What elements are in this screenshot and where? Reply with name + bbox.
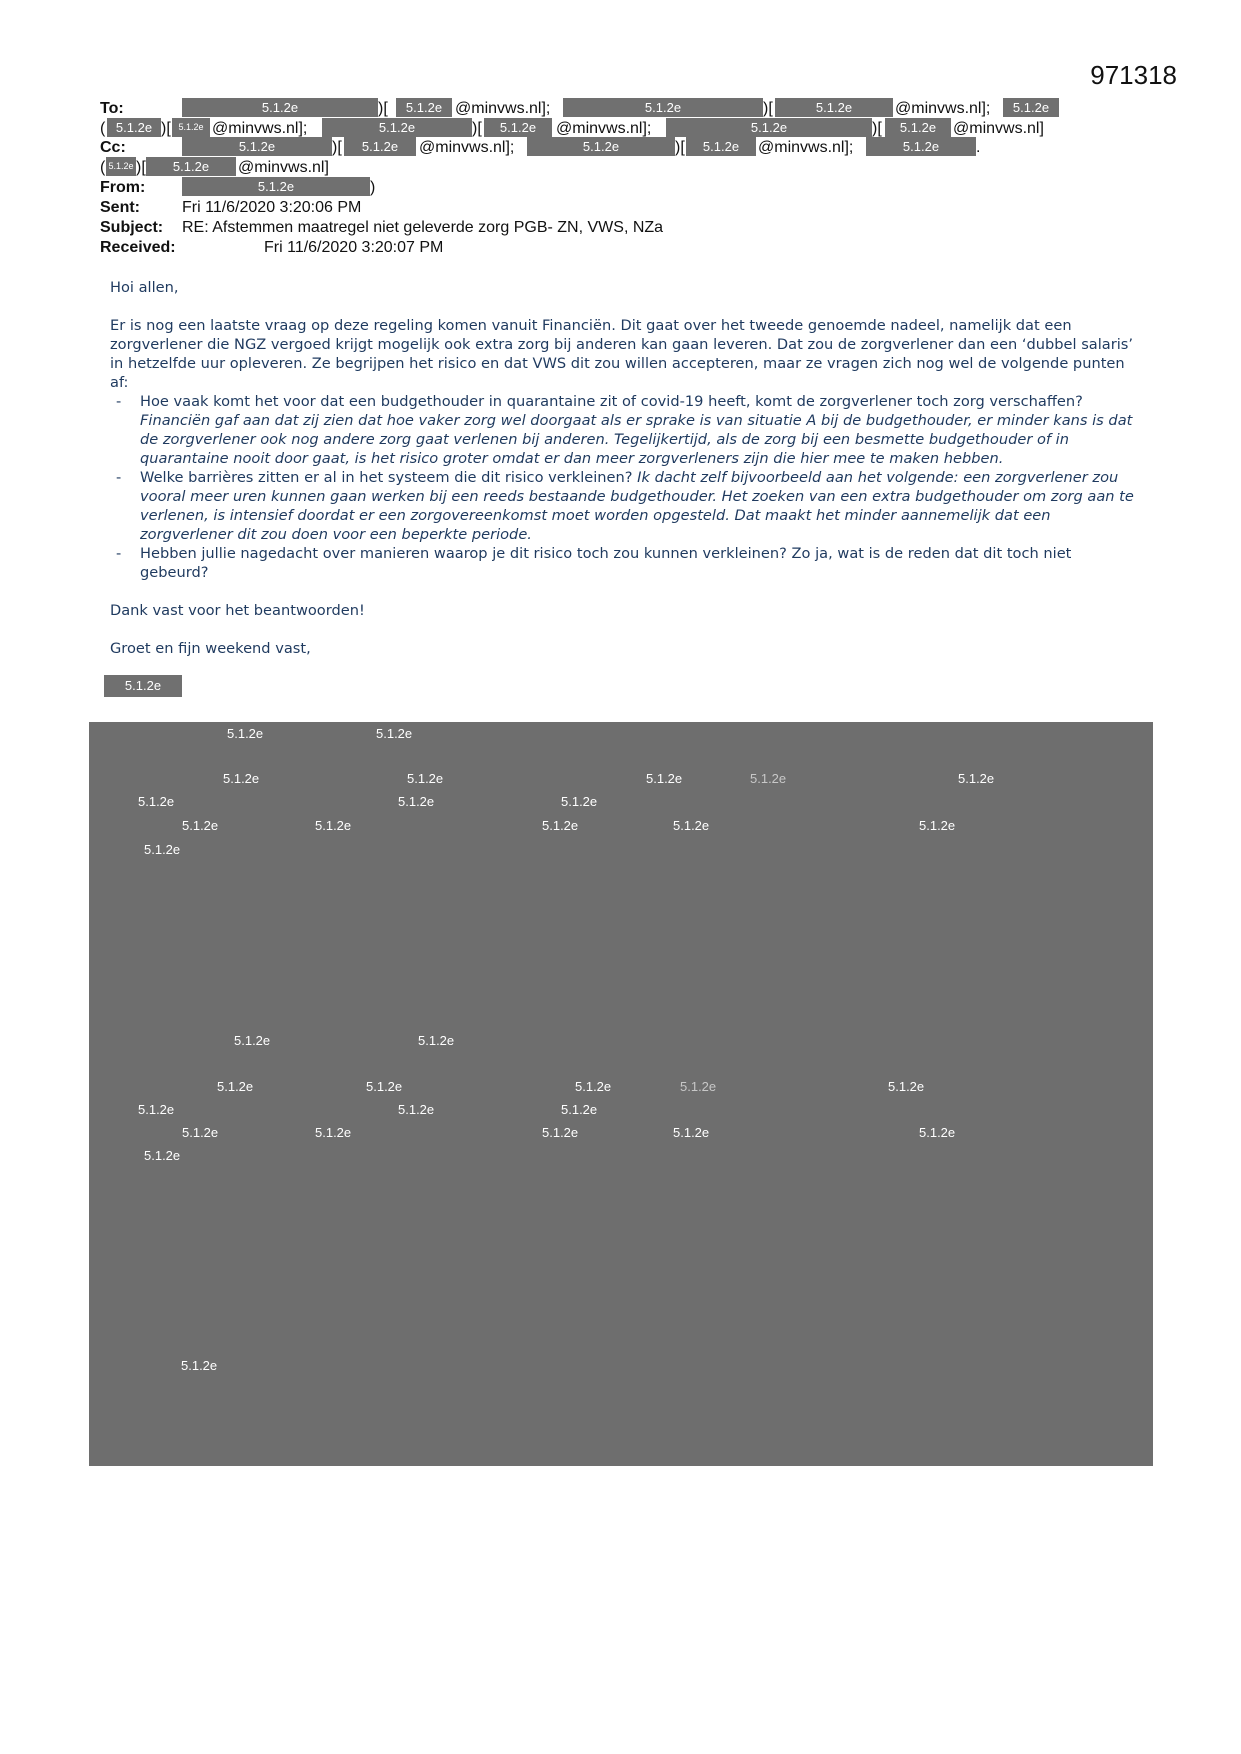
redaction-label: 5.1.2e bbox=[227, 726, 264, 741]
redaction-box: 5.1.2e bbox=[885, 118, 951, 137]
signature-redaction: 5.1.2e bbox=[104, 675, 182, 697]
intro-paragraph: Er is nog een laatste vraag op deze regeling komen vanuit Financiën. Dit gaat over het tweede genoemde nadeel, namelijk dat een zorgverlener die NGZ vergoed krijgt mogelijk ook extra zorg bij anderen kan gaan leveren. Dat zou de zorgverlener dan een ‘dubbel salaris’ in hetzelfde uur opleveren. Ze begrijpen het risico en dat VWS dit zou willen accepteren, maar ze vragen zich nog wel de volgende punten af: bbox=[110, 317, 1134, 391]
redaction-box: 5.1.2e bbox=[182, 98, 378, 117]
redaction-box: 5.1.2e bbox=[344, 137, 416, 156]
email-domain: @minvws.nl] bbox=[953, 120, 1044, 137]
email-domain: @minvws.nl]; bbox=[758, 139, 854, 156]
redaction-label: 5.1.2e bbox=[919, 818, 956, 833]
redaction-label: 5.1.2e bbox=[181, 1358, 218, 1373]
redaction-label: 5.1.2e bbox=[398, 794, 435, 809]
redaction-label: 5.1.2e bbox=[315, 818, 352, 833]
redaction-box: 5.1.2e bbox=[106, 157, 136, 176]
redaction-box: 5.1.2e bbox=[1003, 98, 1059, 117]
redaction-label: 5.1.2e bbox=[223, 771, 260, 786]
redaction-label: 5.1.2e bbox=[217, 1079, 254, 1094]
from-label: From: bbox=[100, 179, 146, 196]
redaction-label: 5.1.2e bbox=[750, 771, 787, 786]
email-domain: @minvws.nl]; bbox=[419, 139, 515, 156]
subject-value: RE: Afstemmen maatregel niet geleverde zorg PGB- ZN, VWS, NZa bbox=[182, 219, 664, 236]
redaction-label: 5.1.2e bbox=[673, 818, 710, 833]
redaction-label: 5.1.2e bbox=[919, 1125, 956, 1140]
received-label: Received: bbox=[100, 239, 176, 256]
email-domain: @minvws.nl]; bbox=[455, 100, 551, 117]
redaction-label: 5.1.2e bbox=[234, 1033, 271, 1048]
redaction-box: 5.1.2e bbox=[322, 118, 472, 137]
redaction-label: 5.1.2e bbox=[398, 1102, 435, 1117]
redaction-box: 5.1.2e bbox=[182, 137, 332, 156]
redaction-box: 5.1.2e bbox=[563, 98, 763, 117]
redaction-label: 5.1.2e bbox=[144, 842, 181, 857]
redaction-box: 5.1.2e bbox=[686, 137, 756, 156]
email-domain: @minvws.nl] bbox=[238, 159, 329, 176]
redaction-label: 5.1.2e bbox=[680, 1079, 717, 1094]
sent-label: Sent: bbox=[100, 199, 140, 216]
document-number: 971318 bbox=[1090, 60, 1177, 90]
redaction-label: 5.1.2e bbox=[561, 794, 598, 809]
question-note: Financiën gaf aan dat zij zien dat hoe vaker zorg wel doorgaat als er sprake is van situatie A bij de budgethouder, er minder kans is dat de zorgverlener ook nog andere zorg gaat verlenen bij anderen. Tegelijkertijd, als de zorg bij een besmette budgethouder of in quarantaine nooit door gaat, is het risico groter omdat er dan meer zorgverleners zijn die hier mee te maken hebben. bbox=[140, 412, 1133, 467]
redaction-box: 5.1.2e bbox=[484, 118, 552, 137]
redaction-label: 5.1.2e bbox=[138, 794, 175, 809]
cc-label: Cc: bbox=[100, 139, 126, 156]
received-value: Fri 11/6/2020 3:20:07 PM bbox=[264, 239, 444, 256]
thanks-line: Dank vast voor het beantwoorden! bbox=[110, 602, 365, 619]
redaction-label: 5.1.2e bbox=[138, 1102, 175, 1117]
redaction-label: 5.1.2e bbox=[366, 1079, 403, 1094]
redaction-label: 5.1.2e bbox=[418, 1033, 455, 1048]
redaction-box: 5.1.2e bbox=[182, 177, 370, 196]
redaction-label: 5.1.2e bbox=[542, 818, 579, 833]
subject-label: Subject: bbox=[100, 219, 164, 236]
redaction-label: 5.1.2e bbox=[673, 1125, 710, 1140]
email-body bbox=[110, 278, 1140, 658]
redaction-box: 5.1.2e bbox=[527, 137, 675, 156]
redaction-label: 5.1.2e bbox=[407, 771, 444, 786]
redaction-label: 5.1.2e bbox=[376, 726, 413, 741]
redacted-block bbox=[89, 722, 1153, 1466]
question-text: Hoe vaak komt het voor dat een budgethouder in quarantaine zit of covid-19 heeft, komt de zorgverlener toch zorg verschaffen? bbox=[140, 393, 1083, 410]
redaction-box: 5.1.2e bbox=[866, 137, 976, 156]
email-domain: @minvws.nl]; bbox=[556, 120, 652, 137]
to-label: To: bbox=[100, 100, 124, 117]
redaction-label: 5.1.2e bbox=[182, 1125, 219, 1140]
redaction-label: 5.1.2e bbox=[575, 1079, 612, 1094]
redaction-label: 5.1.2e bbox=[182, 818, 219, 833]
redaction-label: 5.1.2e bbox=[315, 1125, 352, 1140]
list-item bbox=[110, 544, 1140, 582]
question-text: Hebben jullie nagedacht over manieren waarop je dit risico toch zou kunnen verkleinen? Zo ja, wat is de reden dat dit toch niet gebeurd? bbox=[140, 545, 1072, 581]
redaction-label: 5.1.2e bbox=[888, 1079, 925, 1094]
list-item bbox=[110, 468, 1140, 544]
greeting: Hoi allen, bbox=[110, 279, 179, 296]
redaction-box: 5.1.2e bbox=[666, 118, 872, 137]
redaction-box: 5.1.2e bbox=[172, 118, 210, 137]
email-domain: @minvws.nl]; bbox=[895, 100, 991, 117]
sent-value: Fri 11/6/2020 3:20:06 PM bbox=[182, 199, 362, 216]
redaction-box: 5.1.2e bbox=[146, 157, 236, 176]
redaction-box: 5.1.2e bbox=[107, 118, 161, 137]
redaction-box: 5.1.2e bbox=[775, 98, 893, 117]
redaction-label: 5.1.2e bbox=[561, 1102, 598, 1117]
closing-line: Groet en fijn weekend vast, bbox=[110, 640, 311, 657]
redaction-box: 5.1.2e bbox=[396, 98, 452, 117]
redaction-label: 5.1.2e bbox=[144, 1148, 181, 1163]
email-domain: @minvws.nl]; bbox=[212, 120, 308, 137]
redaction-label: 5.1.2e bbox=[646, 771, 683, 786]
question-list bbox=[110, 392, 1140, 582]
question-note: Ik dacht zelf bijvoorbeeld aan het volgende: een zorgverlener zou vooral meer uren kunnen gaan werken bij een reeds bestaande budgethouder. Het zoeken van een extra budgethouder om zorg aan te verlenen, is intensief doordat er een zorgovereenkomst moet worden opgesteld. Dat maakt het minder aannemelijk dat een zorgverlener dit zou doen voor een beperkte periode. bbox=[140, 469, 1134, 543]
question-text: Welke barrières zitten er al in het systeem die dit risico verkleinen? bbox=[140, 469, 633, 486]
redaction-label: 5.1.2e bbox=[542, 1125, 579, 1140]
redaction-label: 5.1.2e bbox=[958, 771, 995, 786]
list-item bbox=[110, 392, 1140, 468]
